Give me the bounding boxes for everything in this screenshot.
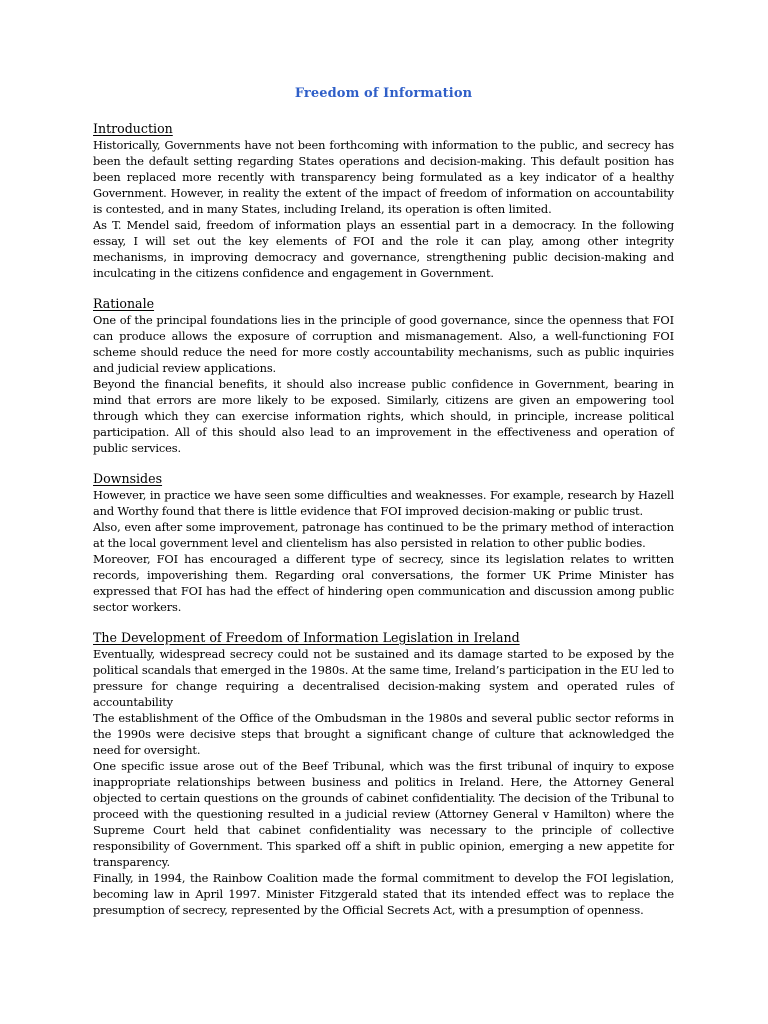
- paragraph: Finally, in 1994, the Rainbow Coalition made the formal commitment to develop the FOI legislation, becoming law in April 1997. Minister Fitzgerald stated that its intended effect was to replace the presumption of secrecy, represented by the Official Secrets Act, with a presumption of openness.: [93, 871, 674, 917]
- document-title: Freedom of Information: [294, 86, 473, 101]
- section-introduction: [93, 121, 674, 281]
- paragraph: Also, even after some improvement, patronage has continued to be the primary method of interaction at the local government level and clientelism has also persisted in relation to other public bodies.: [93, 520, 674, 550]
- paragraph: The establishment of the Office of the Ombudsman in the 1980s and several public sector reforms in the 1990s were decisive steps that brought a significant change of culture that acknowledged the need for oversight.: [93, 711, 674, 757]
- section-development-legislation: [93, 630, 674, 918]
- section-heading: Introduction: [93, 121, 173, 136]
- section-heading: The Development of Freedom of Information Legislation in Ireland: [93, 630, 520, 645]
- section-rationale: [93, 296, 674, 456]
- section-heading: Rationale: [93, 296, 155, 311]
- paragraph: Moreover, FOI has encouraged a different type of secrecy, since its legislation relates to written records, impoverishing them. Regarding oral conversations, the former UK Prime Minister has expressed that FOI has had the effect of hindering open communication and discussion among public sector workers.: [93, 552, 674, 614]
- section-heading: Downsides: [93, 471, 163, 486]
- paragraph: One of the principal foundations lies in the principle of good governance, since the openness that FOI can produce allows the exposure of corruption and mismanagement. Also, a well-functioning FOI scheme should reduce the need for more costly accountability mechanisms, such as public inquiries and judicial review applications.: [93, 313, 674, 375]
- paragraph: As T. Mendel said, freedom of information plays an essential part in a democracy. In the following essay, I will set out the key elements of FOI and the role it can play, among other integrity mechanisms, in improving democracy and governance, strengthening public decision-making and inculcating in the citizens confidence and engagement in Government.: [93, 218, 674, 280]
- section-downsides: [93, 471, 674, 615]
- paragraph: Eventually, widespread secrecy could not be sustained and its damage started to be exposed by the political scandals that emerged in the 1980s. At the same time, Ireland’s participation in the EU led to pressure for change requiring a decentralised decision-making system and operated rules of accountability: [93, 647, 674, 709]
- paragraph: One specific issue arose out of the Beef Tribunal, which was the first tribunal of inquiry to expose inappropriate relationships between business and politics in Ireland. Here, the Attorney General objected to certain questions on the grounds of cabinet confidentiality. The decision of the Tribunal to proceed with the questioning resulted in a judicial review (Attorney General v Hamilton) where the Supreme Court held that cabinet confidentiality was necessary to the principle of collective responsibility of Government. This sparked off a shift in public opinion, emerging a new appetite for transparency.: [93, 759, 674, 869]
- paragraph: However, in practice we have seen some difficulties and weaknesses. For example, research by Hazell and Worthy found that there is little evidence that FOI improved decision-making or public trust.: [93, 488, 674, 518]
- paragraph: Beyond the financial benefits, it should also increase public confidence in Government, bearing in mind that errors are more likely to be exposed. Similarly, citizens are given an empowering tool through which they can exercise information rights, which should, in principle, increase political participation. All of this should also lead to an improvement in the effectiveness and operation of public services.: [93, 377, 674, 455]
- paragraph: Historically, Governments have not been forthcoming with information to the public, and secrecy has been the default setting regarding States operations and decision-making. This default position has been replaced more recently with transparency being formulated as a key indicator of a healthy Government. However, in reality the extent of the impact of freedom of information on accountability is contested, and in many States, including Ireland, its operation is often limited.: [93, 138, 674, 216]
